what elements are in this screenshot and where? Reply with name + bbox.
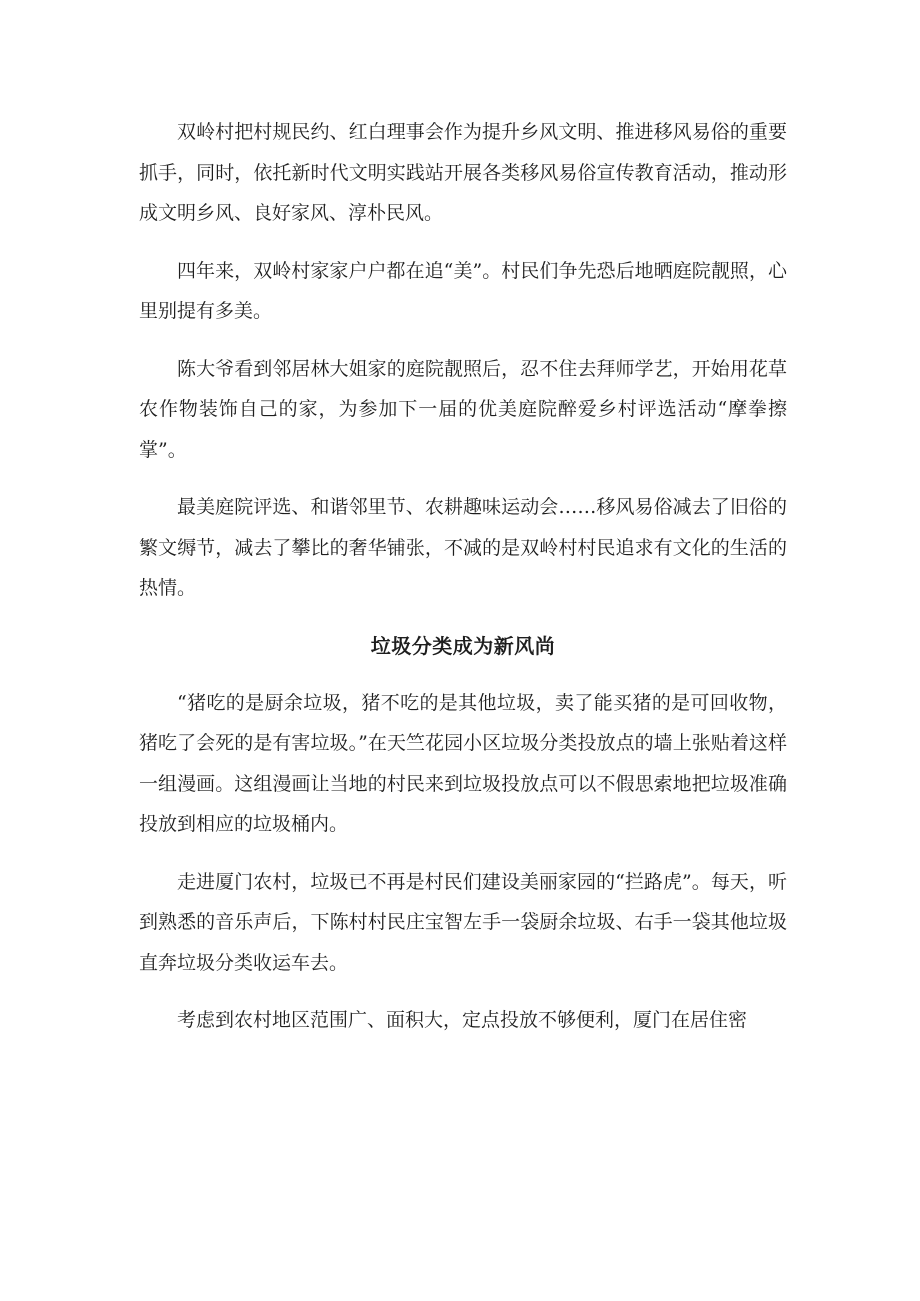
paragraph: 最美庭院评选、和谐邻里节、农耕趣味运动会……移风易俗减去了旧俗的繁文缛节，减去了攀比的奢华铺张，不减的是双岭村村民追求有文化的生活的热情。 — [139, 496, 787, 599]
paragraph: 走进厦门农村，垃圾已不再是村民们建设美丽家园的“拦路虎”。每天，听到熟悉的音乐声后，下陈村村民庄宝智左手一袋厨余垃圾、右手一袋其他垃圾直奔垃圾分类收运车去。 — [139, 870, 787, 974]
document-body — [139, 112, 787, 1058]
paragraph: 考虑到农村地区范围广、面积大，定点投放不够便利，厦门在居住密 — [177, 1009, 748, 1031]
paragraph: “猪吃的是厨余垃圾，猪不吃的是其他垃圾，卖了能买猪的是可回收物，猪吃了会死的是有害垃圾。”在天竺花园小区垃圾分类投放点的墙上张贴着这样一组漫画。这组漫画让当地的村民来到垃圾投放点可以不假思索地把垃圾准确投放到相应的垃圾桶内。 — [139, 691, 787, 835]
section-heading: 垃圾分类成为新风尚 — [370, 633, 556, 658]
paragraph: 四年来，双岭村家家户户都在追“美”。村民们争先恐后地晒庭院靓照，心里别提有多美。 — [139, 259, 787, 322]
paragraph: 陈大爷看到邻居林大姐家的庭院靓照后，忍不住去拜师学艺，开始用花草农作物装饰自己的家，为参加下一届的优美庭院醉爱乡村评选活动“摩拳擦掌”。 — [139, 357, 787, 461]
paragraph: 双岭村把村规民约、红白理事会作为提升乡风文明、推进移风易俗的重要抓手，同时，依托新时代文明实践站开展各类移风易俗宣传教育活动，推动形成文明乡风、良好家风、淳朴民风。 — [139, 121, 787, 224]
